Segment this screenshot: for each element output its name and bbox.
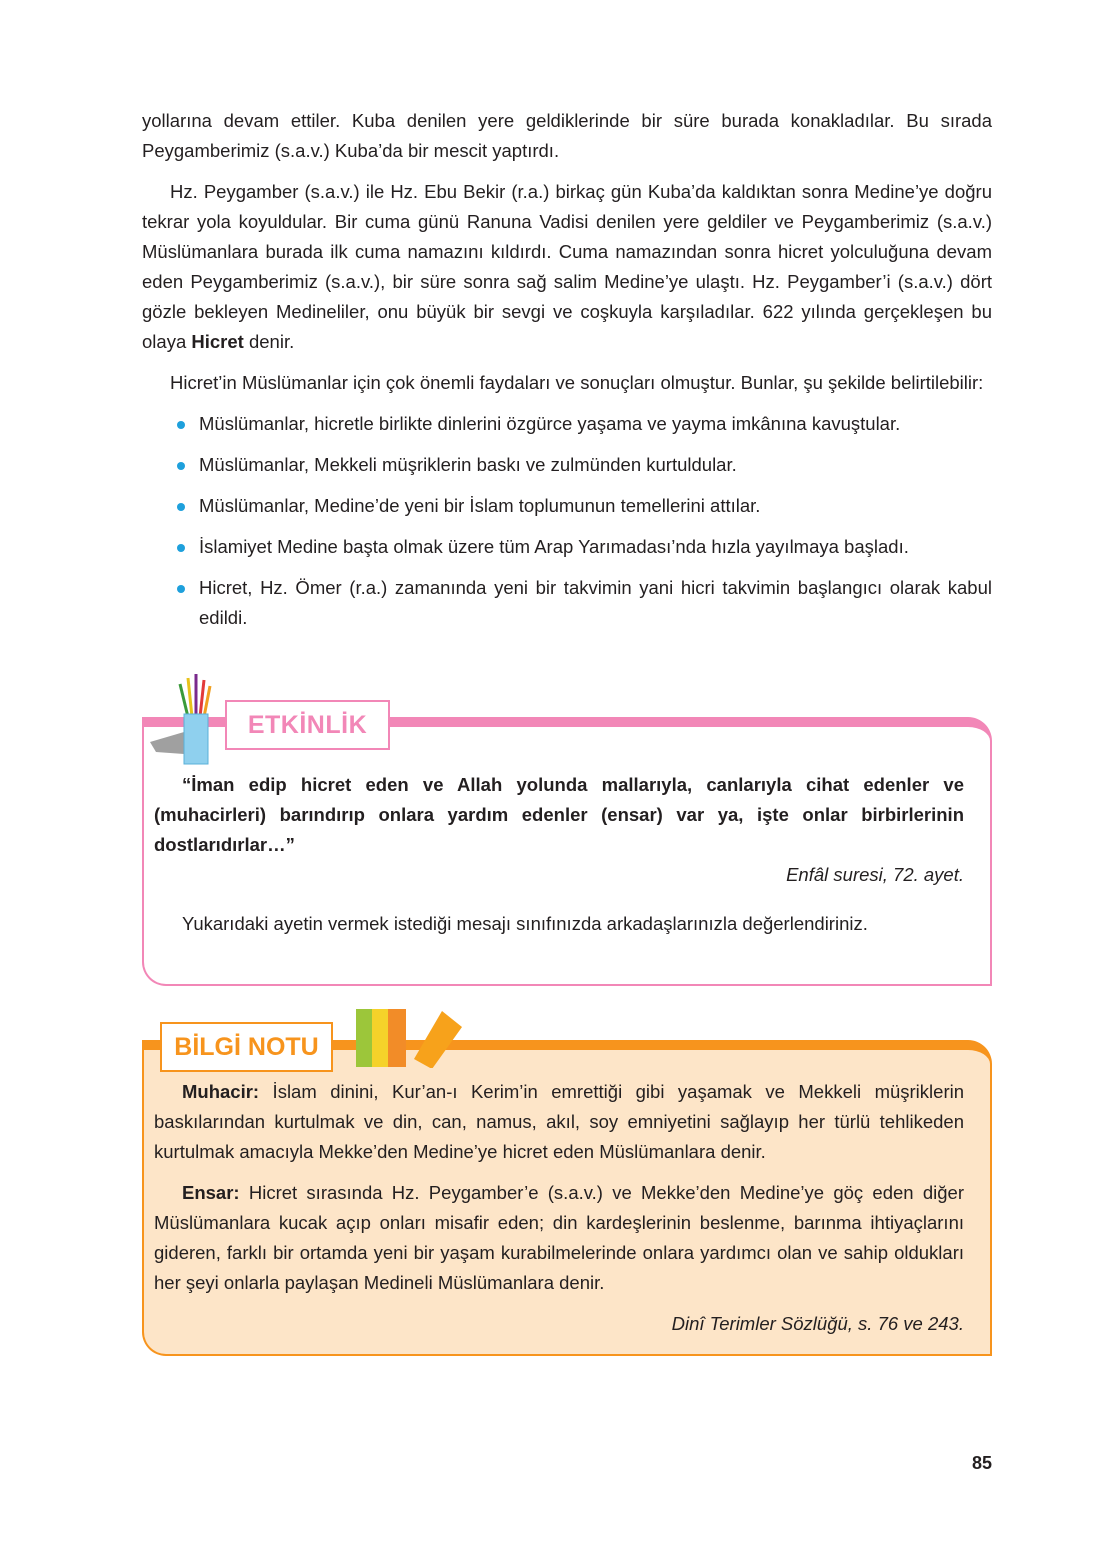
list-item: İslamiyet Medine başta olmak üzere tüm Arap Yarımadası’nda hızla yayılmaya başladı. (142, 532, 992, 562)
list-item: Müslümanlar, hicretle birlikte dinlerini özgürce yaşama ve yayma imkânına kavuştular. (142, 409, 992, 439)
bullet-icon (177, 544, 185, 552)
page-number: 85 (971, 1453, 992, 1473)
books-icon (352, 1003, 467, 1068)
paragraph: yollarına devam ettiler. Kuba denilen yere geldiklerinde bir süre burada konakladılar. Bu sırada Peygamberimiz (s.a.v.) Kuba’da bir mescit yaptırdı. (142, 110, 992, 161)
bilgi-notu-content (154, 1077, 964, 1350)
definition-muhacir: Muhacir: İslam dinini, Kur’an-ı Kerim’in emrettiği gibi yaşamak ve Mekkeli müşriklerin baskılarından kurtulmak ve din, can, namus, akıl, soy emniyetini sağlayıp her türlü tehlikeden kurtulmak amacıyla Mekke’den Medine’ye hicret eden Müslümanlara denir. (154, 1081, 964, 1162)
quote-source: Enfâl suresi, 72. ayet. (786, 864, 964, 885)
etkinlik-label: ETKİNLİK (225, 700, 390, 750)
paragraph: Hz. Peygamber (s.a.v.) ile Hz. Ebu Bekir (r.a.) birkaç gün Kuba’da kaldıktan sonra Medine’ye doğru tekrar yola koyuldular. Bir cuma günü Ranuna Vadisi denilen yere geldiler ve Peygamberimiz (s.a.v.) Müslümanlara burada ilk cuma namazını kıldırdı. Cuma namazından sonra hicret yolculuğuna devam eden Peygamberimiz (s.a.v.), bir süre sonra sağ salim Medine’ye ulaştı. Hz. Peygamber’i (s.a.v.) dört gözle bekleyen Medineliler, onu büyük bir sevgi ve coşkuyla karşıladılar. 622 yılında gerçekleşen bu olaya Hicret denir. (142, 181, 992, 352)
bullet-icon (177, 585, 185, 593)
list-item: Müslümanlar, Medine’de yeni bir İslam toplumunun temellerini attılar. (142, 491, 992, 521)
bullet-icon (177, 462, 185, 470)
body-text (142, 106, 992, 644)
bullet-icon (177, 421, 185, 429)
bullet-icon (177, 503, 185, 511)
bilgi-notu-label: BİLGİ NOTU (160, 1022, 333, 1072)
pencil-cup-icon (148, 672, 218, 767)
hicret-term: Hicret (191, 331, 244, 352)
activity-task: Yukarıdaki ayetin vermek istediği mesajı sınıfınızda arkadaşlarınızla değerlendiriniz. (182, 913, 868, 934)
etkinlik-content (154, 770, 964, 950)
definition-ensar: Ensar: Hicret sırasında Hz. Peygamber’e (s.a.v.) ve Mekke’den Medine’ye göç eden diğer Müslümanlara kucak açıp onları misafir eden; din kardeşlerinin beslenme, barınma ihtiyaçlarını gideren, farklı bir ortamda yeni bir yaşam kurabilmelerinde onlara yardımcı olan ve sahip oldukları her şeyi onlarla paylaşan Medineli Müslümanlara denir. (154, 1182, 964, 1293)
quote: “İman edip hicret eden ve Allah yolunda mallarıyla, canlarıyla cihat edenler ve (muhacirleri) barındırıp onlara yardım edenler (ensar) var ya, işte onlar birbirlerinin dostlarıdırlar…” (154, 774, 964, 855)
definition-source: Dinî Terimler Sözlüğü, s. 76 ve 243. (671, 1313, 964, 1334)
bullet-list (142, 409, 992, 633)
paragraph: Hicret’in Müslümanlar için çok önemli faydaları ve sonuçları olmuştur. Bunlar, şu şekilde belirtilebilir: (170, 372, 984, 393)
list-item: Müslümanlar, Mekkeli müşriklerin baskı ve zulmünden kurtuldular. (142, 450, 992, 480)
list-item: Hicret, Hz. Ömer (r.a.) zamanında yeni bir takvimin yani hicri takvimin başlangıcı olarak kabul edildi. (142, 573, 992, 633)
